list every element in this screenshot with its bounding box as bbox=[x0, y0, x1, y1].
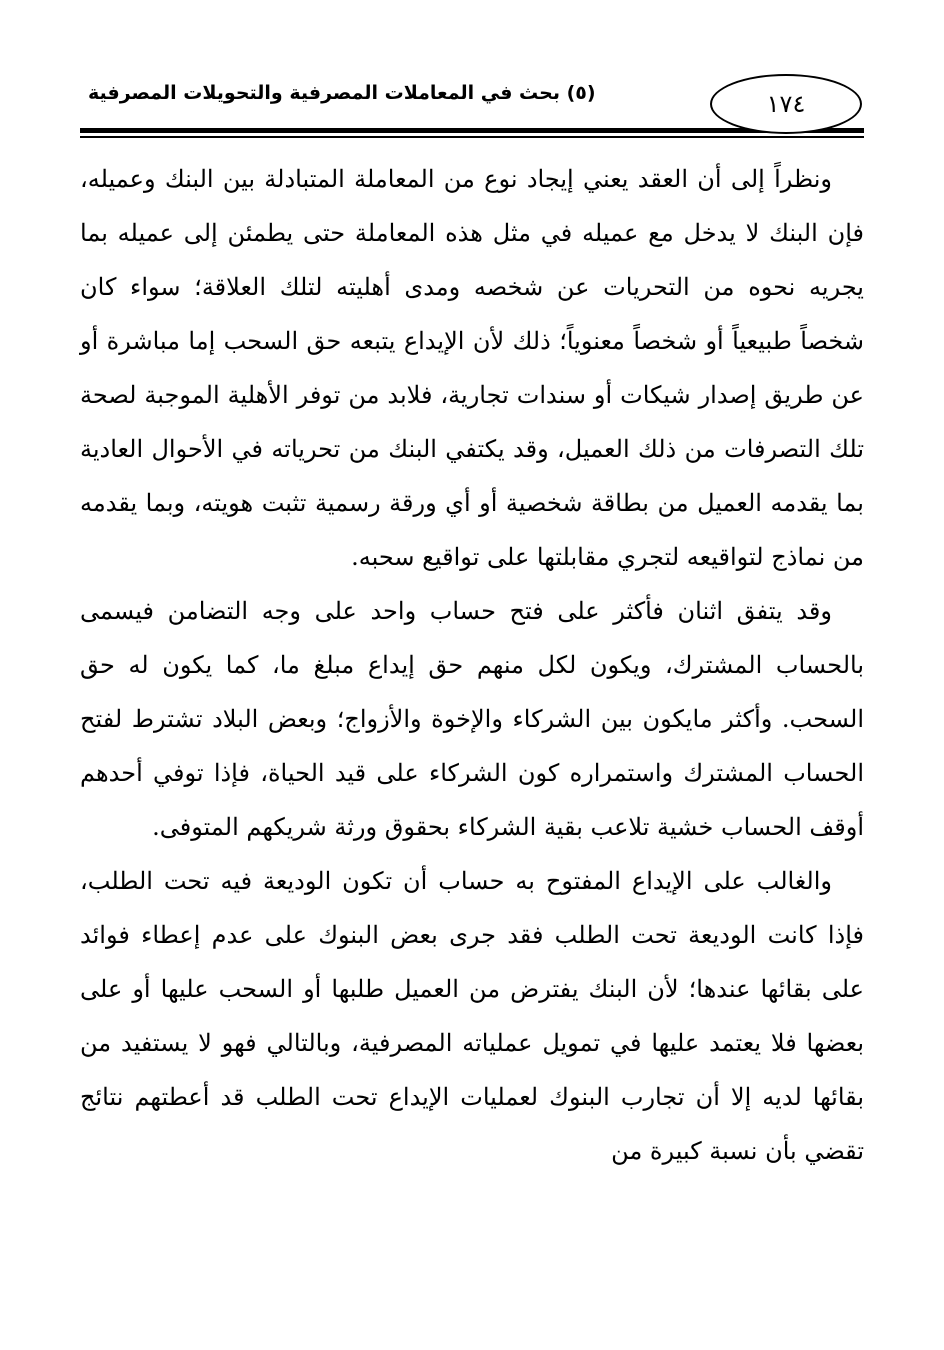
page-number: ١٧٤ bbox=[710, 74, 862, 134]
running-header-title: (٥) بحث في المعاملات المصرفية والتحويلات المصرفية bbox=[88, 82, 596, 104]
page-header bbox=[80, 68, 864, 130]
header-rule-thin bbox=[80, 136, 864, 138]
paragraph: وقد يتفق اثنان فأكثر على فتح حساب واحد على وجه التضامن فيسمى بالحساب المشترك، ويكون لكل منهم حق إيداع مبلغ ما، كما يكون له حق السحب. وأكثر مايكون بين الشركاء والإخوة والأزواج؛ وبعض البلاد تشترط لفتح الحساب المشترك واستمراره كون الشركاء على قيد الحياة، فإذا توفي أحدهم أوقف الحساب خشية تلاعب بقية الشركاء بحقوق ورثة شريكهم المتوفى. bbox=[80, 597, 864, 841]
paragraph: ونظراً إلى أن العقد يعني إيجاد نوع من المعاملة المتبادلة بين البنك وعميله، فإن البنك لا يدخل مع عميله في مثل هذه المعاملة حتى يطمئن إلى عميله بما يجريه نحوه من التحريات عن شخصه ومدى أهليته لتلك العلاقة؛ سواء كان شخصاً طبيعياً أو شخصاً معنوياً؛ ذلك لأن الإيداع يتبعه حق السحب إما مباشرة أو عن طريق إصدار شيكات أو سندات تجارية، فلابد من توفر الأهلية الموجبة لصحة تلك التصرفات من ذلك العميل، وقد يكتفي البنك من تحرياته في الأحوال العادية بما يقدمه العميل من بطاقة شخصية أو أي ورقة رسمية تثبت هويته، وبما يقدمه من نماذج لتواقيعه لتجري مقابلتها على تواقيع سحبه. bbox=[80, 165, 864, 571]
body-text bbox=[80, 152, 864, 1178]
paragraph: والغالب على الإيداع المفتوح به حساب أن تكون الوديعة فيه تحت الطلب، فإذا كانت الوديعة تحت الطلب فقد جرى بعض البنوك على عدم إعطاء فوائد على بقائها عندها؛ لأن البنك يفترض من العميل طلبها أو السحب عليها أو على بعضها فلا يعتمد عليها في تمويل عملياته المصرفية، وبالتالي فهو لا يستفيد من بقائها لديه إلا أن تجارب البنوك لعمليات الإيداع تحت الطلب قد أعطتهم نتائج تقضي بأن نسبة كبيرة من bbox=[80, 867, 864, 1165]
